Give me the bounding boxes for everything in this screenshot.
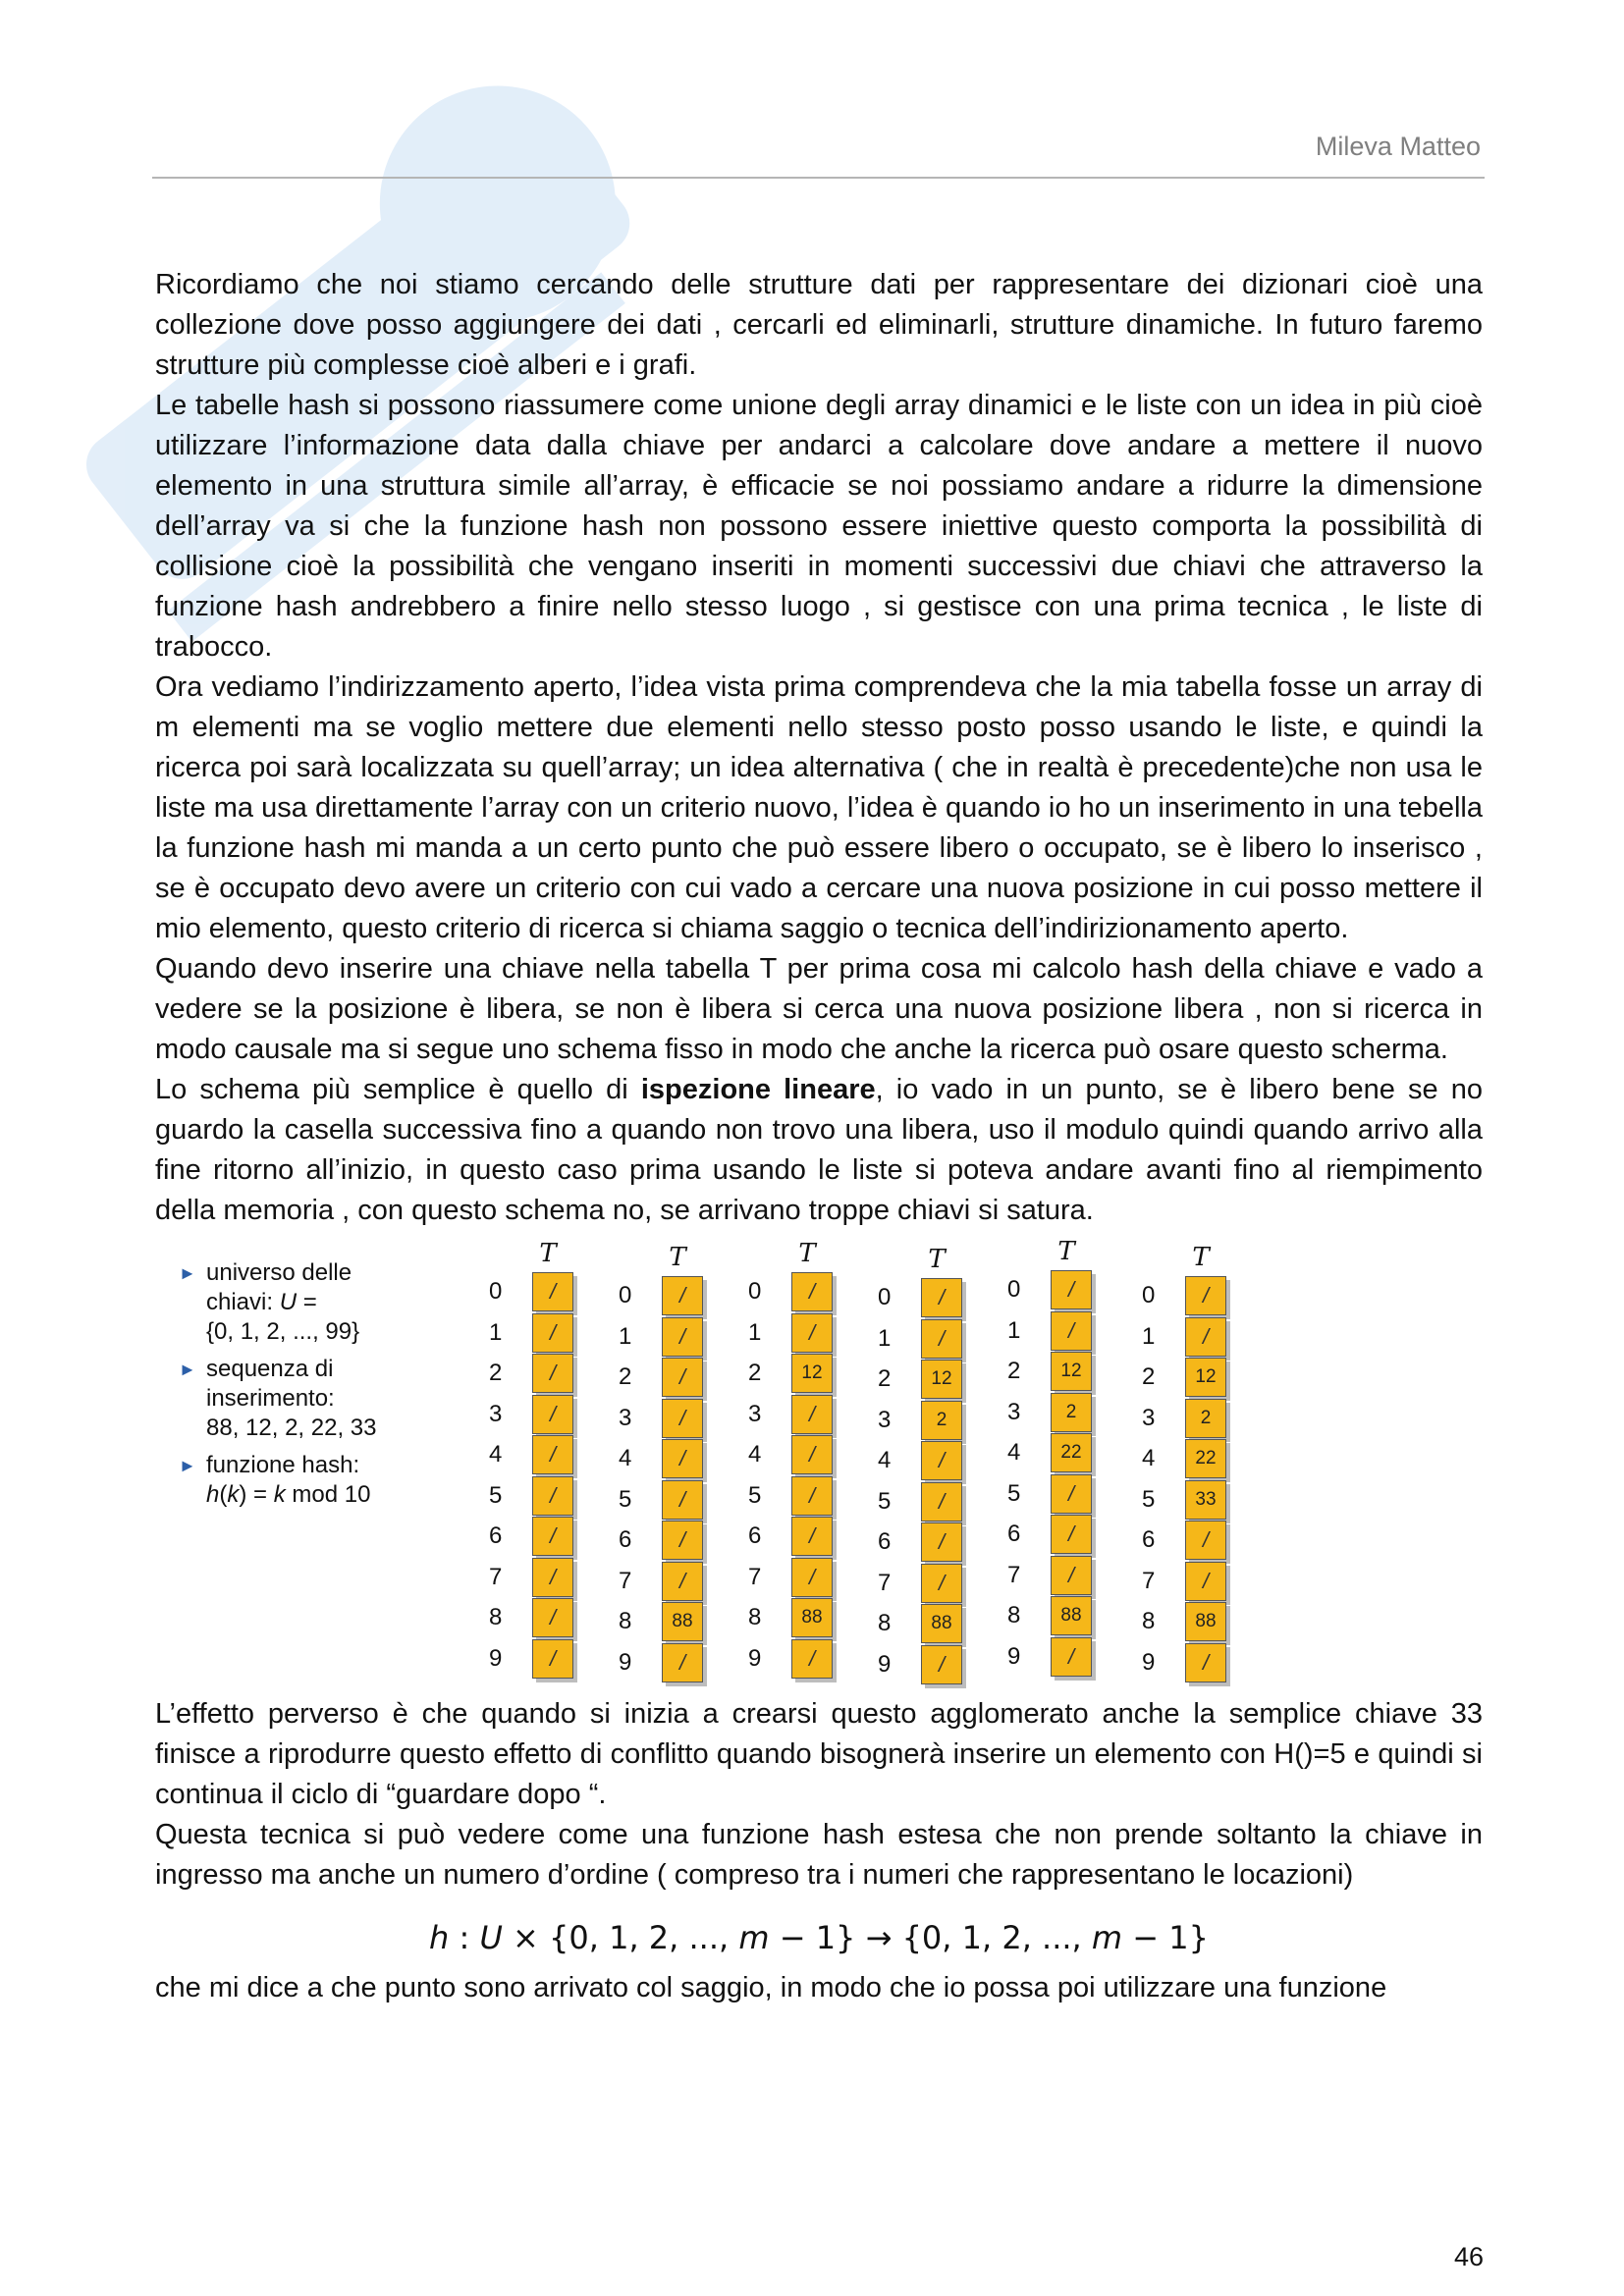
slot-index: 2 <box>878 1365 892 1392</box>
formula-m1: m <box>738 1919 770 1956</box>
legend-hash-function <box>179 1451 424 1510</box>
occupied-slot: 12 <box>1051 1352 1092 1391</box>
legend-hash-formula <box>206 1480 424 1510</box>
occupied-slot: 33 <box>1185 1480 1226 1520</box>
linear-probing-text-after: , io vado in un punto, se è libero bene se no guardo la casella successiva fino a quando non trovo una libera, uso il modulo quindi quando arrivo alla fine ritorno all’inizio, in questo caso prima usando le liste si poteva andare avanti fino al riempimento della memoria , con questo schema no, se arrivano troppe chiavi si satura. <box>155 1074 1483 1226</box>
slot-index: 1 <box>1007 1316 1021 1344</box>
legend-hash-k2: k <box>273 1481 286 1508</box>
empty-slot: / <box>662 1480 703 1520</box>
formula-domain-set: {0, 1, 2, ..., <box>549 1919 739 1956</box>
paragraph-insertion: Quando devo inserire una chiave nella tabella T per prima cosa mi calcolo hash della chiave e vado a vedere se la posizione è libera, se non è libera si cerca una nuova posizione libera , non si ricerca in modo causale ma si segue uno schema fisso in modo che anche la ricerca può osare questo scherma. <box>155 953 1483 1065</box>
empty-slot: / <box>921 1278 962 1317</box>
empty-slot: / <box>921 1564 962 1603</box>
legend-hash-close: ) = <box>239 1481 274 1508</box>
empty-slot: / <box>1185 1521 1226 1560</box>
slot-index: 6 <box>878 1528 892 1555</box>
slot-index: 0 <box>1142 1282 1156 1308</box>
empty-slot: / <box>662 1439 703 1478</box>
occupied-slot: 22 <box>1185 1439 1226 1478</box>
slot-index: 6 <box>619 1526 632 1553</box>
table-title: T <box>1057 1237 1075 1266</box>
empty-slot: / <box>532 1395 573 1434</box>
slot-index: 4 <box>1142 1445 1156 1471</box>
legend-universe <box>179 1258 424 1347</box>
slot-index: 5 <box>1142 1485 1156 1513</box>
bullet-icon: ► <box>179 1263 196 1283</box>
legend-sequence-line1: sequenza di <box>206 1356 334 1382</box>
occupied-slot: 12 <box>1185 1358 1226 1397</box>
slot-index: 0 <box>619 1282 632 1308</box>
empty-slot: / <box>1051 1270 1092 1309</box>
slot-index: 1 <box>619 1322 632 1350</box>
slot-index: 2 <box>1007 1358 1021 1384</box>
slot-index: 9 <box>1007 1642 1021 1670</box>
empty-slot: / <box>1051 1311 1092 1351</box>
paragraph-clustering: L’effetto perverso è che quando si inizia a crearsi questo agglomerato anche la semplice chiave 33 finisce a riprodurre questo effetto di conflitto quando bisognerà inserire un elemento con H()=5 e quindi si continua il ciclo di “guardare dopo “. <box>155 1698 1483 1810</box>
slot-index: 8 <box>489 1604 503 1630</box>
legend-universe-set: {0, 1, 2, ..., 99} <box>206 1318 360 1345</box>
empty-slot: / <box>532 1354 573 1393</box>
slot-index: 2 <box>748 1360 762 1386</box>
slot-index: 4 <box>878 1447 892 1473</box>
slot-index: 8 <box>1142 1608 1156 1634</box>
paragraph-linear-probing <box>155 1070 1483 1231</box>
empty-slot: / <box>532 1435 573 1474</box>
slot-index: 1 <box>748 1318 762 1346</box>
empty-slot: / <box>662 1317 703 1357</box>
paragraph-extended-hash: Questa tecnica si può vedere come una funzione hash estesa che non prende soltanto la chiave in ingresso ma anche un numero d’ordine ( compreso tra i numeri che rappresentano le locazioni) <box>155 1819 1483 1891</box>
empty-slot: / <box>1051 1515 1092 1554</box>
slot-index: 8 <box>1007 1602 1021 1629</box>
page-number: 46 <box>1453 2242 1484 2271</box>
empty-slot: / <box>1185 1643 1226 1682</box>
legend-universe-var: U <box>279 1289 298 1315</box>
linear-probing-figure <box>155 1237 1483 1690</box>
empty-slot: / <box>1051 1556 1092 1595</box>
occupied-slot: 2 <box>921 1401 962 1440</box>
empty-slot: / <box>1185 1562 1226 1601</box>
paragraph-intro: Ricordiamo che noi stiamo cercando delle strutture dati per rappresentare dei dizionari cioè una collezione dove posso aggiungere dei dati , cercarli ed eliminarli, strutture dinamiche. In futuro faremo strutture più complesse cioè alberi e i grafi. <box>155 269 1483 381</box>
empty-slot: / <box>662 1562 703 1601</box>
slot-index: 8 <box>878 1610 892 1636</box>
empty-slot: / <box>532 1517 573 1556</box>
paragraph-hash-tables: Le tabelle hash si possono riassumere come unione degli array dinamici e le liste con un idea in più cioè utilizzare l’informazione data dalla chiave per andarci a calcolare dove andare a mettere il nuovo elemento in una struttura simile all’array, è efficacie se noi possiamo andare a ridurre la dimensione dell’array va si che la funzione hash non possono essere iniettive questo comporta la possibilità di collisione cioè la possibilità che vengano inseriti in momenti successivi due chiavi che attraverso la funzione hash andrebbero a finire nello stesso luogo , si gestisce con una prima tecnica , le liste di trabocco. <box>155 390 1483 663</box>
legend-universe-eq: = <box>297 1289 317 1315</box>
slot-index: 2 <box>619 1363 632 1390</box>
empty-slot: / <box>791 1476 833 1516</box>
slot-index: 3 <box>1007 1398 1021 1425</box>
empty-slot: / <box>921 1482 962 1522</box>
hash-tables-sequence <box>489 1237 1471 1688</box>
slot-index: 1 <box>878 1324 892 1352</box>
slot-index: 5 <box>489 1481 503 1509</box>
legend-sequence-line2: inserimento: <box>206 1385 335 1412</box>
slot-index: 2 <box>1142 1363 1156 1390</box>
linear-probing-text-before: Lo schema più semplice è quello di <box>155 1074 641 1105</box>
formula-arrow: → <box>855 1919 902 1956</box>
empty-slot: / <box>532 1558 573 1597</box>
slot-index: 3 <box>878 1406 892 1433</box>
slot-index: 0 <box>1007 1276 1021 1303</box>
occupied-slot: 2 <box>1051 1393 1092 1432</box>
paragraph-probe-order: che mi dice a che punto sono arrivato col saggio, in modo che io possa poi utilizzare una funzione <box>155 1972 1387 2003</box>
occupied-slot: 88 <box>662 1602 703 1641</box>
slot-index: 6 <box>1007 1521 1021 1547</box>
bullet-icon: ► <box>179 1456 196 1475</box>
empty-slot: / <box>791 1313 833 1353</box>
slot-index: 5 <box>748 1481 762 1509</box>
empty-slot: / <box>791 1558 833 1597</box>
slot-index: 4 <box>748 1441 762 1468</box>
slot-index: 2 <box>489 1360 503 1386</box>
slot-index: 5 <box>1007 1479 1021 1507</box>
formula-U: U <box>479 1919 503 1956</box>
legend-hash-mod: mod 10 <box>285 1481 371 1508</box>
legend-sequence-values: 88, 12, 2, 22, 33 <box>206 1415 377 1441</box>
slot-index: 6 <box>1142 1526 1156 1553</box>
slot-index: 5 <box>878 1487 892 1515</box>
slot-index: 9 <box>878 1650 892 1678</box>
table-title: T <box>669 1243 686 1272</box>
slot-index: 3 <box>619 1404 632 1431</box>
slot-index: 6 <box>489 1522 503 1549</box>
formula-codomain-set: {0, 1, 2, ..., <box>901 1919 1092 1956</box>
empty-slot: / <box>532 1598 573 1637</box>
empty-slot: / <box>1051 1637 1092 1677</box>
slot-index: 7 <box>748 1563 762 1590</box>
empty-slot: / <box>532 1639 573 1679</box>
slot-index: 7 <box>1142 1567 1156 1594</box>
occupied-slot: 2 <box>1185 1399 1226 1438</box>
empty-slot: / <box>662 1399 703 1438</box>
slot-index: 9 <box>619 1648 632 1676</box>
occupied-slot: 88 <box>1185 1602 1226 1641</box>
slot-index: 3 <box>1142 1404 1156 1431</box>
slot-index: 0 <box>489 1278 503 1305</box>
slot-index: 5 <box>619 1485 632 1513</box>
formula-times: × <box>502 1919 550 1956</box>
empty-slot: / <box>1051 1474 1092 1514</box>
page-content <box>155 265 1483 2008</box>
occupied-slot: 88 <box>921 1604 962 1643</box>
figure-legend <box>179 1258 424 1518</box>
empty-slot: / <box>921 1319 962 1359</box>
occupied-slot: 88 <box>1051 1596 1092 1635</box>
legend-universe-label: chiavi: <box>206 1289 280 1315</box>
legend-universe-line2 <box>206 1288 424 1317</box>
table-title: T <box>798 1239 816 1268</box>
empty-slot: / <box>791 1395 833 1434</box>
empty-slot: / <box>662 1276 703 1315</box>
slot-index: 8 <box>619 1608 632 1634</box>
slot-index: 7 <box>489 1563 503 1590</box>
slot-index: 4 <box>489 1441 503 1468</box>
empty-slot: / <box>791 1435 833 1474</box>
table-title: T <box>928 1245 946 1274</box>
empty-slot: / <box>662 1521 703 1560</box>
empty-slot: / <box>921 1522 962 1562</box>
empty-slot: / <box>1185 1317 1226 1357</box>
occupied-slot: 88 <box>791 1598 833 1637</box>
formula-minus1: − 1} <box>769 1919 856 1956</box>
empty-slot: / <box>791 1517 833 1556</box>
bullet-icon: ► <box>179 1360 196 1379</box>
empty-slot: / <box>532 1272 573 1311</box>
occupied-slot: 12 <box>791 1354 833 1393</box>
empty-slot: / <box>532 1476 573 1516</box>
extended-hash-formula <box>155 1919 1483 1962</box>
paragraph-open-addressing: Ora vediamo l’indirizzamento aperto, l’idea vista prima comprendeva che la mia tabella fosse un array di m elementi ma se voglio mettere due elementi nello stesso posto posso usando le liste, e quindi la ricerca poi sarà localizzata su quell’array; un idea alternativa ( che in realtà è precedente)che non usa le liste ma usa direttamente l’array con un criterio nuovo, l’idea è quando io ho un inserimento in una tebella la funzione hash mi manda a un certo punto che può essere libero o occupato, se è libero lo inserisco , se è occupato devo avere un criterio con cui vado a cercare una nuova posizione in cui posso mettere il mio elemento, questo criterio di ricerca si chiama saggio o tecnica dell’indirizionamento aperto. <box>155 671 1483 944</box>
slot-index: 7 <box>619 1567 632 1594</box>
table-title: T <box>1192 1243 1210 1272</box>
empty-slot: / <box>921 1441 962 1480</box>
slot-index: 9 <box>489 1644 503 1672</box>
slot-index: 4 <box>1007 1439 1021 1466</box>
slot-index: 7 <box>1007 1561 1021 1588</box>
table-title: T <box>539 1239 557 1268</box>
slot-index: 1 <box>489 1318 503 1346</box>
slot-index: 1 <box>1142 1322 1156 1350</box>
page-header <box>152 128 1485 179</box>
occupied-slot: 22 <box>1051 1433 1092 1472</box>
slot-index: 0 <box>748 1278 762 1305</box>
formula-m2: m <box>1091 1919 1123 1956</box>
slot-index: 3 <box>748 1400 762 1427</box>
linear-probing-term: ispezione lineare <box>640 1074 876 1105</box>
slot-index: 9 <box>748 1644 762 1672</box>
empty-slot: / <box>791 1272 833 1311</box>
slot-index: 6 <box>748 1522 762 1549</box>
empty-slot: / <box>662 1643 703 1682</box>
legend-sequence <box>179 1355 424 1443</box>
slot-index: 9 <box>1142 1648 1156 1676</box>
empty-slot: / <box>532 1313 573 1353</box>
slot-index: 0 <box>878 1284 892 1310</box>
legend-universe-line1: universo delle <box>206 1259 352 1286</box>
empty-slot: / <box>662 1358 703 1397</box>
empty-slot: / <box>791 1639 833 1679</box>
legend-hash-open: ( <box>219 1481 228 1508</box>
slot-index: 4 <box>619 1445 632 1471</box>
empty-slot: / <box>1185 1276 1226 1315</box>
header-author: Mileva Matteo <box>1315 132 1481 161</box>
formula-minus2: − 1} <box>1122 1919 1209 1956</box>
slot-index: 3 <box>489 1400 503 1427</box>
empty-slot: / <box>921 1645 962 1684</box>
occupied-slot: 12 <box>921 1360 962 1399</box>
legend-hash-h: h <box>206 1481 220 1508</box>
formula-h: h <box>429 1919 450 1956</box>
legend-hash-k: k <box>227 1481 240 1508</box>
slot-index: 7 <box>878 1569 892 1596</box>
legend-hash-line1: funzione hash: <box>206 1452 360 1478</box>
slot-index: 8 <box>748 1604 762 1630</box>
formula-colon: : <box>449 1919 480 1956</box>
